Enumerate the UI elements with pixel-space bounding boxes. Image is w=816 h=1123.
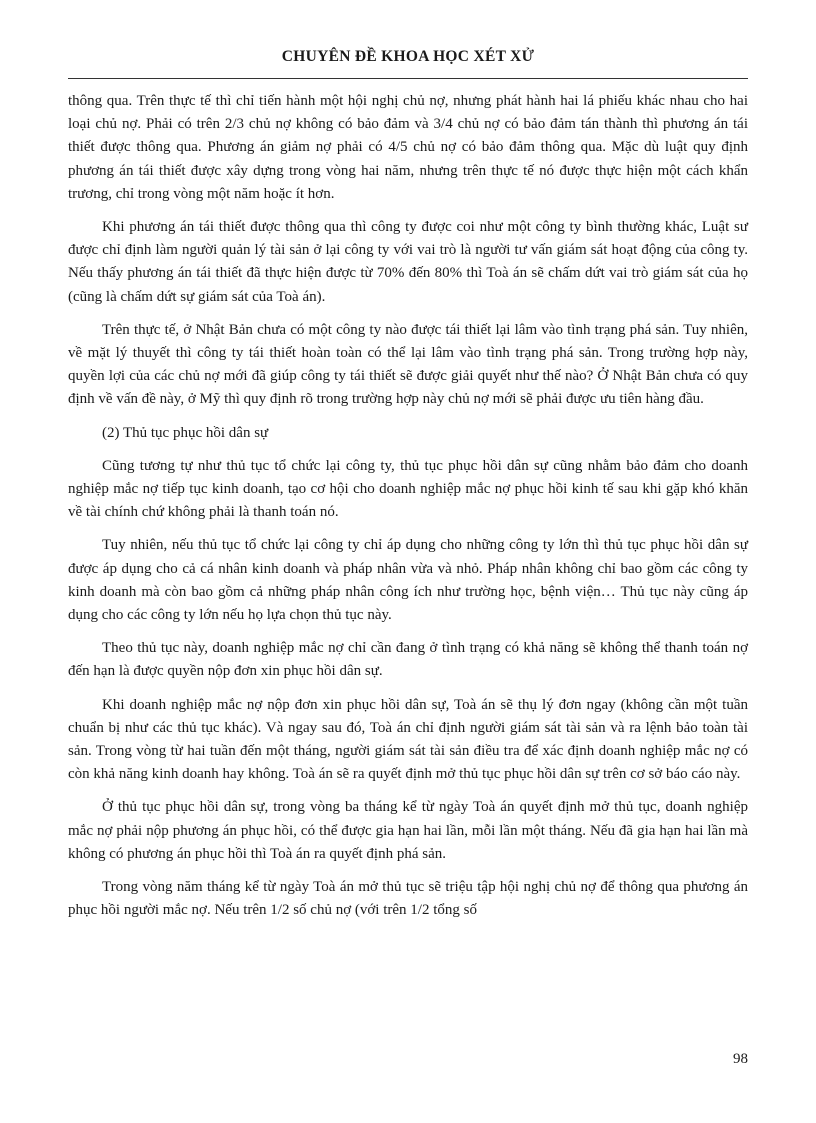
- running-header: CHUYÊN ĐỀ KHOA HỌC XÉT XỬ: [281, 48, 535, 65]
- page-number: 98: [733, 1051, 748, 1067]
- body-text: [68, 90, 748, 933]
- paragraph: Tuy nhiên, nếu thủ tục tổ chức lại công ty chỉ áp dụng cho những công ty lớn thì thủ tục phục hồi dân sự được áp dụng cho cả cá nhân kinh doanh và pháp nhân vừa và nhỏ. Pháp nhân không chỉ bao gồm các công ty kinh doanh mà còn bao gồm cả những pháp nhân công ích như trường học, bệnh viện… Thủ tục này cũng áp dụng cho các công ty lớn nếu họ lựa chọn thủ tục này.: [68, 537, 748, 624]
- paragraph: Trong vòng năm tháng kể từ ngày Toà án mở thủ tục sẽ triệu tập hội nghị chủ nợ để thông qua phương án phục hồi người mắc nợ. Nếu trên 1/2 số chủ nợ (với trên 1/2 tổng số: [68, 879, 748, 919]
- paragraph: Ở thủ tục phục hồi dân sự, trong vòng ba tháng kể từ ngày Toà án quyết định mở thủ tục, doanh nghiệp mắc nợ phải nộp phương án phục hồi, có thể được gia hạn hai lần, mỗi lần một tháng. Nếu đã gia hạn hai lần mà không có phương án phục hồi thì Toà án ra quyết định phá sản.: [68, 799, 748, 862]
- paragraph: Trên thực tế, ở Nhật Bản chưa có một công ty nào được tái thiết lại lâm vào tình trạng phá sản. Tuy nhiên, về mặt lý thuyết thì công ty tái thiết hoàn toàn có thể lại lâm vào tình trạng phá sản. Trong trường hợp này, quyền lợi của các chủ nợ mới đã giúp công ty tái thiết sẽ được giải quyết như thế nào? Ở Nhật Bản chưa có quy định về vấn đề này, ở Mỹ thì quy định rõ trong trường hợp này chủ nợ mới sẽ phải được ưu tiên hàng đầu.: [68, 321, 748, 408]
- header-rule: [68, 78, 748, 79]
- paragraph: Khi doanh nghiệp mắc nợ nộp đơn xin phục hồi dân sự, Toà án sẽ thụ lý đơn ngay (không cần một tuần chuẩn bị như các thủ tục khác). Và ngay sau đó, Toà án chỉ định người giám sát tài sản và ra lệnh bảo toàn tài sản. Trong vòng từ hai tuần đến một tháng, người giám sát tài sản điều tra để xác định doanh nghiệp mắc nợ có còn khả năng kinh doanh hay không. Toà án sẽ ra quyết định mở thủ tục phục hồi dân sự trên cơ sở báo cáo này.: [68, 696, 748, 783]
- paragraph: thông qua. Trên thực tế thì chỉ tiến hành một hội nghị chủ nợ, nhưng phát hành hai lá phiếu khác nhau cho hai loại chủ nợ. Phải có trên 2/3 chủ nợ không có bảo đảm và 3/4 chủ nợ có bảo đảm tán thành thì phương án tái thiết được thông qua. Phương án giảm nợ phải có 4/5 chủ nợ có bảo đảm thông qua. Mặc dù luật quy định phương án tái thiết được xây dựng trong vòng hai năm, nhưng trên thực tế nó được thực hiện một cách khẩn trương, chỉ trong vòng một năm hoặc ít hơn.: [68, 93, 748, 202]
- paragraph: Cũng tương tự như thủ tục tổ chức lại công ty, thủ tục phục hồi dân sự cũng nhằm bảo đảm cho doanh nghiệp mắc nợ tiếp tục kinh doanh, tạo cơ hội cho doanh nghiệp mắc nợ phục hồi kinh tế sau khi gặp khó khăn về tài chính chứ không phải là thanh toán nó.: [68, 457, 748, 521]
- paragraph: Theo thủ tục này, doanh nghiệp mắc nợ chỉ cần đang ở tình trạng có khả năng sẽ không thể thanh toán nợ đến hạn là được quyền nộp đơn xin phục hồi dân sự.: [68, 640, 748, 680]
- paragraph: Khi phương án tái thiết được thông qua thì công ty được coi như một công ty bình thường khác, Luật sư được chỉ định làm người quản lý tài sản ở lại công ty với vai trò là người tư vấn giám sát hoạt động của công ty. Nếu thấy phương án tái thiết đã thực hiện được từ 70% đến 80% thì Toà án sẽ chấm dứt vai trò giám sát của họ (cũng là chấm dứt sự giám sát của Toà án).: [68, 219, 748, 305]
- section-heading: (2) Thủ tục phục hồi dân sự: [102, 424, 269, 441]
